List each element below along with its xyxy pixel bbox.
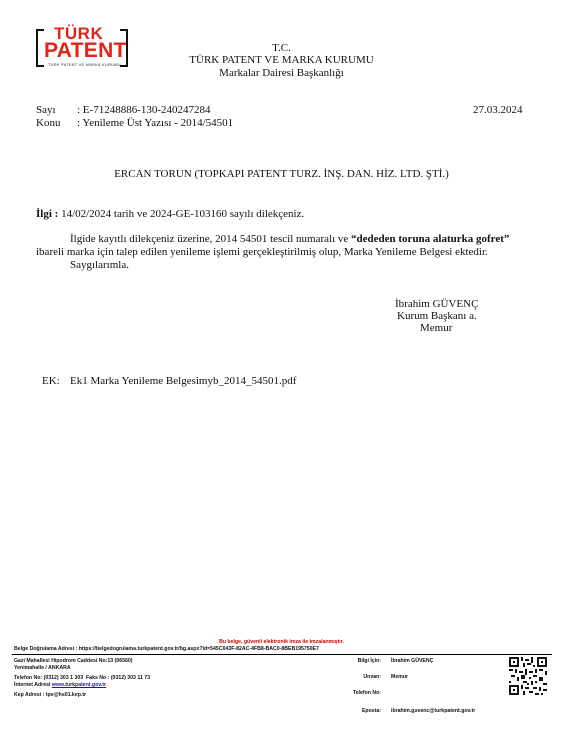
qr-code-icon [509,657,547,695]
header-institution: TÜRK PATENT VE MARKA KURUMU [189,54,374,66]
address-line-2: Yenimahalle / ANKARA [14,665,71,671]
unvan-label: Unvan: [363,674,381,680]
web-label: İnternet Adresi [14,682,51,688]
header-tc: T.C. [272,42,291,54]
closing: Saygılarımla. [70,259,129,271]
footer-address-block [14,658,150,699]
ilgi-text: 14/02/2024 tarih ve 2024-GE-103160 sayılı dilekçeniz. [58,208,305,220]
web-link[interactable]: www.turkpatent.gov.tr [51,682,107,688]
ilgi-label: İlgi : [36,208,59,220]
logo-tagline: TÜRK PATENT VE MARKA KURUMU [48,62,121,67]
recipient: ERCAN TORUN (TOPKAPI PATENT TURZ. İNŞ. DAN. HİZ. LTD. ŞTİ.) [114,168,449,180]
signature-title: Kurum Başkanı a. [397,310,477,322]
document-date: 27.03.2024 [473,104,523,116]
logo-turk-text: TÜRK [54,24,104,43]
address-line-1: Gazi Mahallesi Hipodrom Caddesi No:13 (06560) [14,658,133,664]
unvan-value: Memur [391,674,409,680]
verify-label: Belge Doğrulama Adresi : [14,646,78,652]
trademark-name: “dededen toruna alaturka gofret” [351,233,510,245]
konu-label: Konu [36,117,61,129]
esign-notice: Bu belge, güvenli elektronik imza ile imzalanmıştır. [219,639,344,645]
logo-patent-text: PATENT [44,39,127,62]
sayi-label: Sayı [36,104,56,116]
eposta-value: ibrahim.guvenc@turkpatent.gov.tr [391,708,476,714]
body-text-a: İlgide kayıtlı dilekçeniz üzerine, 2014 54501 tescil numaralı ve [70,233,352,245]
body-paragraph [36,233,531,272]
info-label: Bilgi İçin: [357,658,381,664]
fax-label: Faks No : [86,675,110,681]
eposta-label: Eposta: [361,708,381,714]
signature-name: İbrahim GÜVENÇ [395,298,479,310]
header-department: Markalar Dairesi Başkanlığı [219,67,344,79]
verify-line [14,646,319,653]
attachment-label: EK: [42,375,60,387]
phone-value: (0312) 303 1 303 [43,675,84,681]
footer-rule [12,654,552,655]
tel-label: Telefon No: [352,690,381,696]
kep-value: tpe@hs01.kep.tr [45,692,87,698]
signature-role: Memur [420,322,453,334]
body-line-1 [36,233,531,246]
fax-value: (0312) 303 11 73 [110,675,151,681]
body-text-b: ibareli marka için talep edilen yenileme işlemi gerçekleştirilmiş olup, Marka Yenileme Belgesi ektedir. [36,246,488,258]
kep-label: Kep Adresi : [14,692,45,698]
phone-label: Telefon No: [14,675,43,681]
verify-url[interactable]: https://belgedogrulama.turkpatent.gov.tr/bg.aspx?Id=545C043F-82AC-4FB8-BAC0-8BEB195750E7 [78,646,319,652]
info-name: İbrahim GÜVENÇ [391,658,434,664]
sayi-value: : E-71248886-130-240247284 [77,104,211,116]
ilgi-line [36,208,304,221]
attachment-file: Ek1 Marka Yenileme Belgesimyb_2014_54501.pdf [70,375,297,387]
konu-value: : Yenileme Üst Yazısı - 2014/54501 [77,117,234,129]
